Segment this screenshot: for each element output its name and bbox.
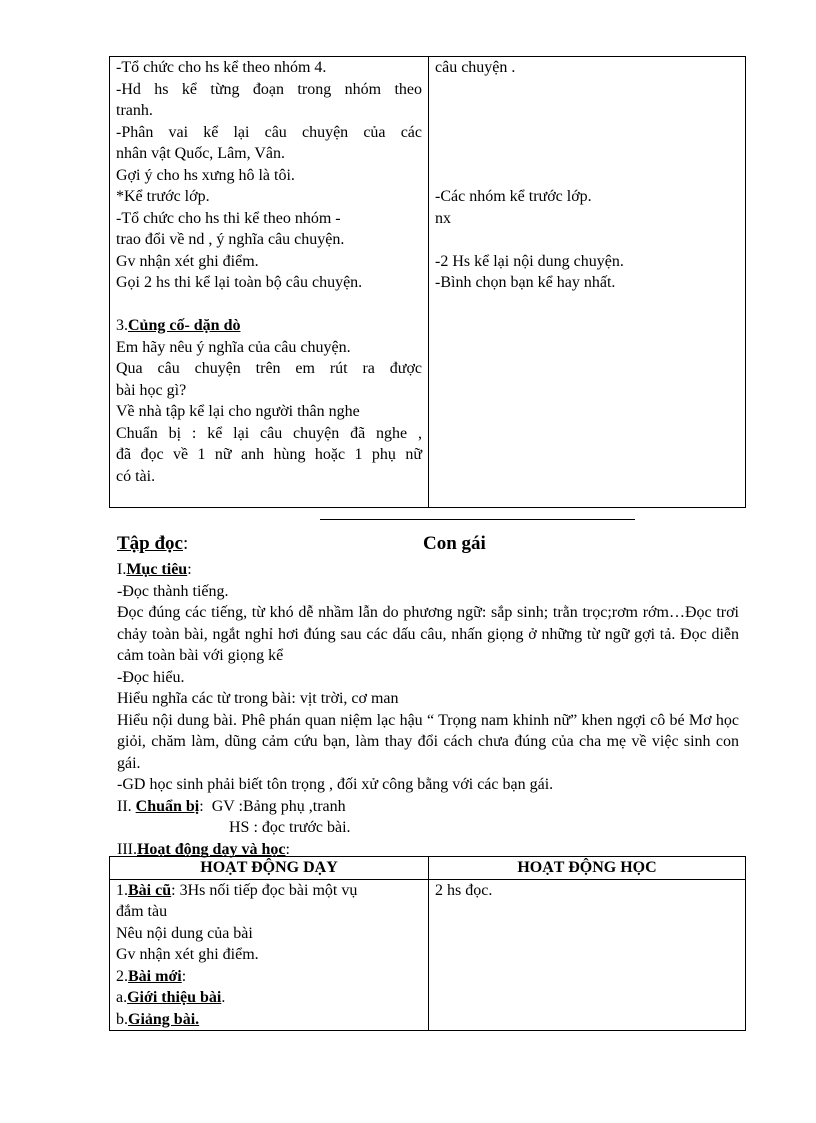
lesson-section	[117, 531, 739, 860]
paragraph: -GD học sinh phải biết tôn trọng , đối xử công bằng với các bạn gái.	[117, 776, 554, 793]
text-line: -2 Hs kể lại nội dung chuyện.	[435, 252, 624, 270]
teacher-activity-cell	[110, 879, 429, 1031]
text-line: -Hd hs kể từng đoạn trong nhóm theo	[116, 80, 422, 98]
text-line: Qua câu chuyện trên em rút ra được	[116, 360, 422, 377]
activity-table-2	[109, 856, 746, 1031]
text-line: nhân vật Quốc, Lâm, Vân.	[116, 145, 285, 162]
lecture-heading: Giảng bài.	[128, 1010, 200, 1028]
lesson-label-text: Tập đọc	[117, 533, 183, 554]
old-lesson-text: : 3Hs nối tiếp đọc bài một vụ	[171, 881, 358, 899]
text-line	[116, 1009, 422, 1031]
text-line: tranh.	[116, 102, 153, 119]
section-prefix: a.	[116, 989, 128, 1006]
new-lesson-heading: Bài mới	[128, 967, 182, 985]
student-activity-cell	[429, 57, 746, 508]
section-prefix: I.	[117, 561, 127, 578]
text-line: 2 hs đọc.	[435, 881, 493, 899]
text-line: Gọi 2 hs thi kể lại toàn bộ câu chuyện.	[116, 274, 363, 291]
paragraph: Hiểu nghĩa các từ trong bài: vịt trời, cơ man	[117, 690, 399, 707]
header-teaching: HOẠT ĐỘNG DẠY	[110, 857, 429, 880]
heading-colon: :	[181, 967, 187, 985]
section-number: 1.	[116, 881, 128, 899]
section-prefix: II.	[117, 797, 136, 815]
section-prefix: III.	[117, 840, 137, 858]
preparation-hs: HS : đọc trước bài.	[229, 819, 351, 836]
lesson-label-colon: :	[183, 533, 189, 554]
intro-heading: Giới thiệu bài	[127, 989, 222, 1006]
separator-line	[320, 519, 635, 520]
lesson-title-row	[117, 531, 739, 559]
text-line: có tài.	[116, 467, 156, 485]
text-line: -Bình chọn bạn kể hay nhất.	[435, 274, 616, 291]
text-line: trao đổi về nd , ý nghĩa câu chuyện.	[116, 231, 345, 248]
heading-colon: :	[199, 797, 204, 815]
text-line: Gv nhận xét ghi điểm.	[116, 946, 259, 963]
text-line: Về nhà tập kể lại cho người thân nghe	[116, 403, 360, 420]
section-number: 2.	[116, 967, 128, 985]
section-prefix: b.	[116, 1010, 128, 1028]
paragraph: -Đọc thành tiếng.	[117, 582, 229, 600]
header-learning: HOẠT ĐỘNG HỌC	[429, 857, 746, 880]
objectives-heading: Mục tiêu	[126, 561, 188, 578]
text-line	[116, 966, 422, 988]
lesson-title: Con gái	[423, 533, 486, 554]
activities-heading: Hoạt động dạy và học	[136, 840, 286, 858]
teacher-activity-cell	[110, 57, 429, 508]
text-line: bài học gì?	[116, 381, 187, 399]
old-lesson-heading: Bài cũ	[128, 881, 172, 899]
text-line	[116, 880, 422, 902]
paragraph: Hiểu nội dung bài. Phê phán quan niệm lạc hậu “ Trọng nam khinh nữ” khen ngợi cô bé Mơ học giỏi, chăm làm, dũng cảm cứu bạn, làm thay đổi cách chưa đúng của cha mẹ về việc sinh con gái.	[117, 711, 739, 772]
heading-colon: :	[187, 561, 192, 578]
text-line: đã đọc về 1 nữ anh hùng hoặc 1 phụ nữ	[116, 446, 422, 463]
objectives-heading-line	[117, 559, 739, 581]
text-line: Nêu nội dung của bài	[116, 924, 253, 942]
paragraph: -Đọc hiểu.	[117, 668, 185, 686]
text-line: Chuẩn bị : kể lại câu chuyện đã nghe ,	[116, 424, 422, 442]
preparation-heading: Chuẩn bị	[135, 797, 200, 815]
student-activity-cell	[429, 879, 746, 1031]
activity-table-1	[109, 56, 746, 508]
text-line: -Tổ chức cho hs kể theo nhóm 4.	[116, 59, 327, 76]
heading-colon: :	[285, 840, 290, 858]
paragraph: Đọc đúng các tiếng, từ khó dễ nhầm lẫn do phương ngữ: sắp sinh; trằn trọc;rơm rớm…Đọc trơi chảy toàn bài, ngắt nghỉ hơi đúng sau các dấu câu, nhấn giọng ở những từ ngữ gợi tả. Đọc diễn cảm toàn bài với giọng kể	[117, 604, 739, 664]
lesson-label	[117, 533, 188, 555]
text-line: Gợi ý cho hs xưng hô là tôi.	[116, 166, 295, 184]
text-line	[116, 987, 422, 1009]
text-line: nx	[435, 209, 451, 227]
text-line: -Phân vai kể lại câu chuyện của các	[116, 123, 422, 141]
text-line: đắm tàu	[116, 903, 168, 920]
text-line: -Tổ chức cho hs thi kể theo nhóm -	[116, 209, 341, 227]
preparation-gv: GV :Bảng phụ ,tranh	[203, 797, 346, 815]
text-line: Gv nhận xét ghi điểm.	[116, 252, 259, 270]
text-line: câu chuyện .	[435, 59, 516, 76]
cungco-heading-line	[116, 315, 422, 337]
preparation-heading-line	[117, 796, 739, 818]
text-line: Em hãy nêu ý nghĩa của câu chuyện.	[116, 338, 351, 356]
cungco-heading: Củng cố- dặn dò	[128, 317, 241, 334]
text-line: -Các nhóm kể trước lớp.	[435, 188, 592, 205]
section-number: 3.	[116, 317, 128, 334]
text-line: *Kể trước lớp.	[116, 188, 210, 205]
heading-dot: .	[221, 989, 226, 1006]
